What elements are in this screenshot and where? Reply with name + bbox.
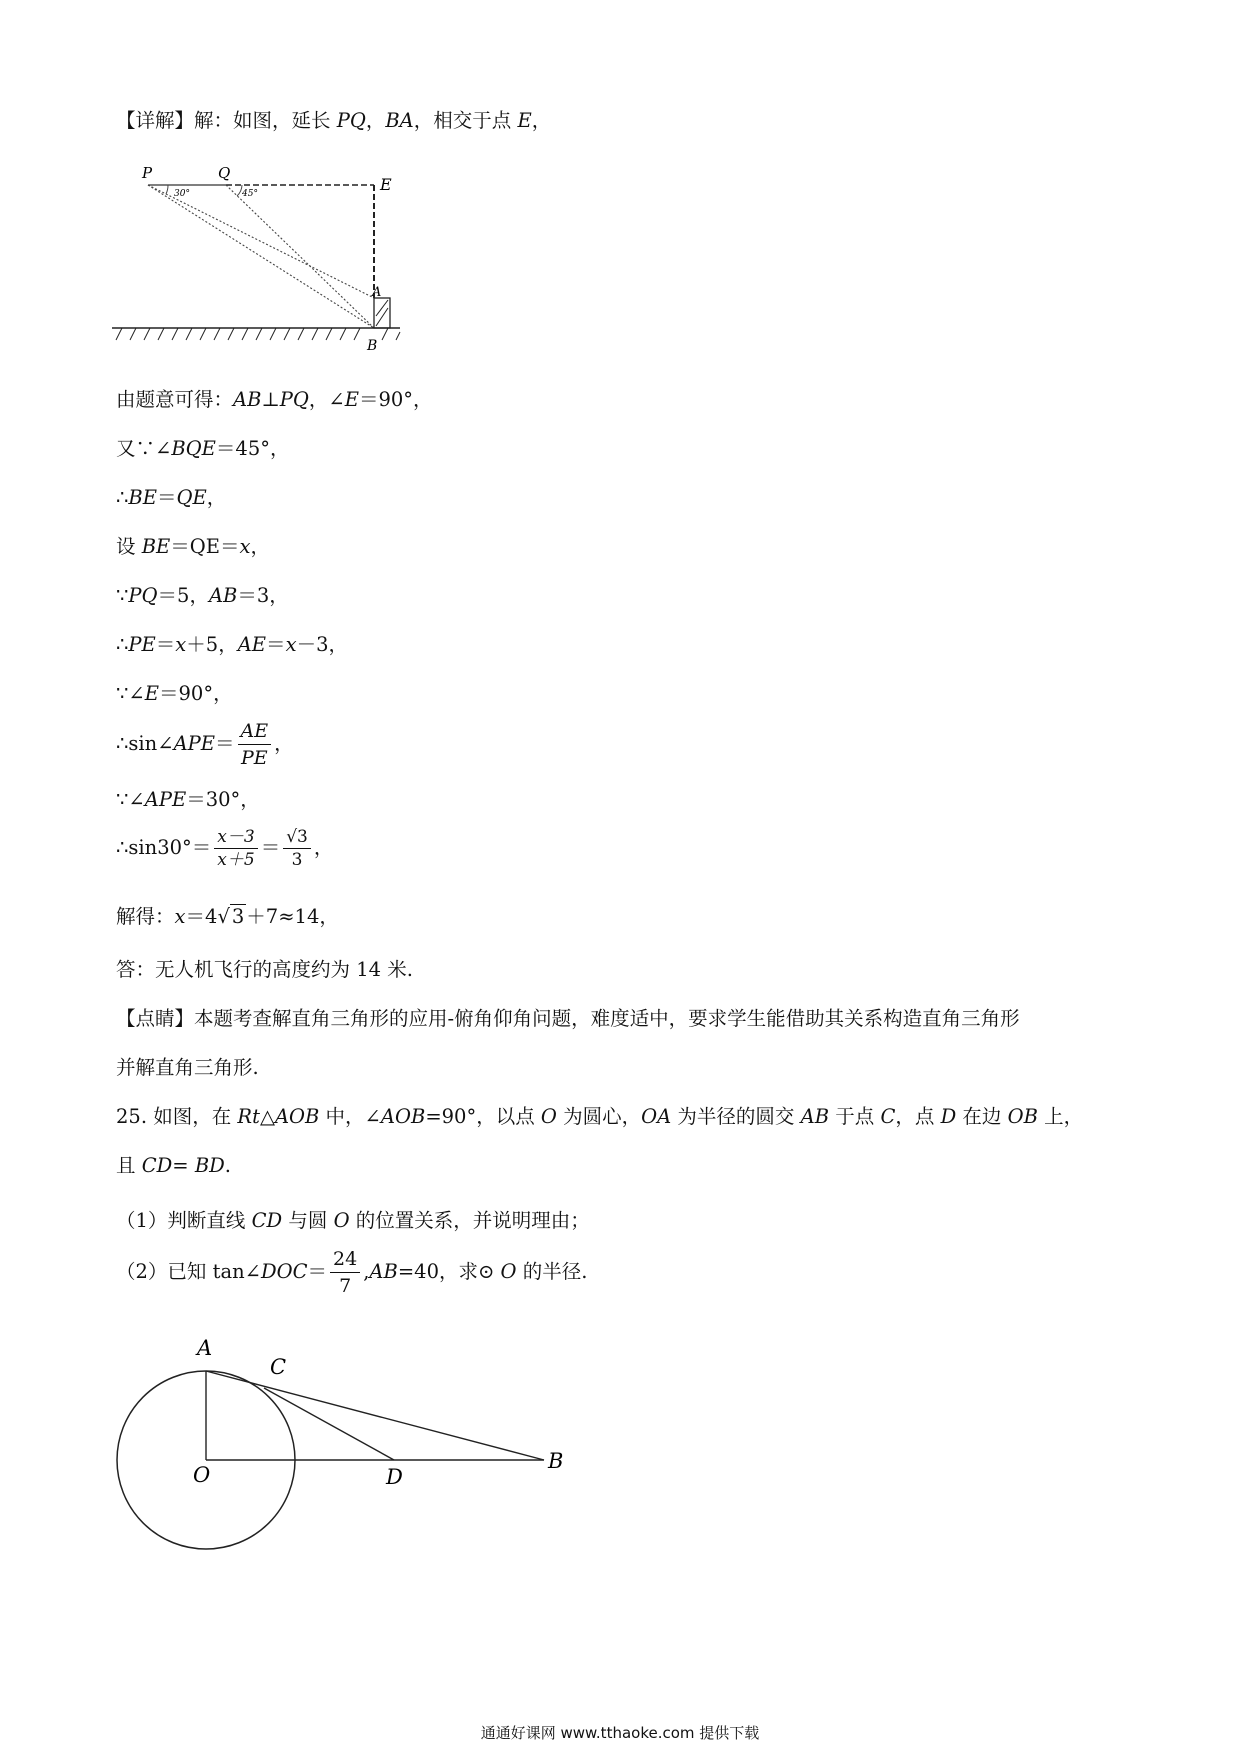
step-2: 又∵∠BQE＝45°， [116,437,290,460]
step-3: ∴BE＝QE， [116,486,227,509]
label-B: B [548,1449,564,1473]
step-10: ∴sin30°＝ $\frac{x-3}{x+5}$ ＝ $\frac{√3}{3}$ ， [116,827,334,870]
fraction-24-7: $\frac{24}{7}$ [330,1246,360,1299]
page-footer: 通通好课网 www.tthaoke.com 提供下载 [480,1724,760,1742]
label-O: O [193,1463,211,1487]
segment-AB [206,1371,544,1460]
step-5: ∵PQ＝5，AB＝3， [116,584,289,607]
detail-heading: 【详解】解：如图，延长 PQ，BA，相交于点 E， [116,109,552,132]
q25-line-1: 25. 如图，在 Rt△AOB 中，∠AOB=90°，以点 O 为圆心，OA 为半径的圆交 AB 于点 C，点 D 在边 OB 上， [116,1105,1084,1128]
figure-circle-diagram [100,1320,580,1570]
step-11: 解得：x＝4√ 3 ＋7≈14， [116,905,339,928]
segment-CD [264,1388,394,1460]
line-PA [148,185,374,298]
label-A: A [372,285,382,300]
comment-line-2: 并解直角三角形. [116,1056,259,1079]
step-6: ∴PE＝x＋5，AE＝x－3， [116,633,348,656]
step-9: ∵∠APE＝30°， [116,788,260,811]
fraction-AE-PE: $\frac{AE}{PE}$ [238,718,272,771]
angle-arc-P [166,185,168,194]
angle-label-Q: 45° [242,189,258,199]
q25-part-2: （2）已知 tan∠DOC＝ $\frac{24}{7}$ ,AB=40，求⊙ O 的半径. [116,1248,588,1297]
step-7: ∵∠E＝90°， [116,682,233,705]
answer: 答：无人机飞行的高度约为 14 米. [116,958,413,981]
comment-tag: 【点睛】 [116,1007,195,1030]
line-PB [148,185,374,328]
detail-tag: 【详解】 [116,109,195,132]
comment-line-1: 【点睛】本题考查解直角三角形的应用-俯角仰角问题，难度适中，要求学生能借助其关系构造直角三角形 [116,1007,1020,1030]
ground-hatching [116,328,400,340]
q25-line-2: 且 CD= BD. [116,1154,231,1177]
fraction-x-minus-3: $\frac{x-3}{x+5}$ [214,826,257,871]
q25-part-1: （1）判断直线 CD 与圆 O 的位置关系，并说明理由； [116,1209,590,1232]
label-Q: Q [218,164,231,182]
sqrt-symbol: √ 3 [217,905,245,928]
fraction-sqrt3-3: $\frac{√3}{3}$ [283,826,311,871]
figure-drone-diagram [110,150,460,360]
label-C: C [270,1355,287,1379]
angle-label-P: 30° [174,189,190,199]
label-E: E [380,175,392,194]
step-4: 设 BE＝QE＝x， [116,535,271,558]
label-D: D [386,1465,403,1489]
label-B: B [367,338,378,354]
label-A: A [197,1336,213,1360]
line-QB [226,185,374,328]
label-P: P [142,164,153,182]
step-8: ∴sin∠APE＝ $\frac{AE}{PE}$ ， [116,720,294,769]
step-1: 由题意可得：AB⊥PQ，∠E＝90°， [116,388,433,411]
building [374,298,390,328]
